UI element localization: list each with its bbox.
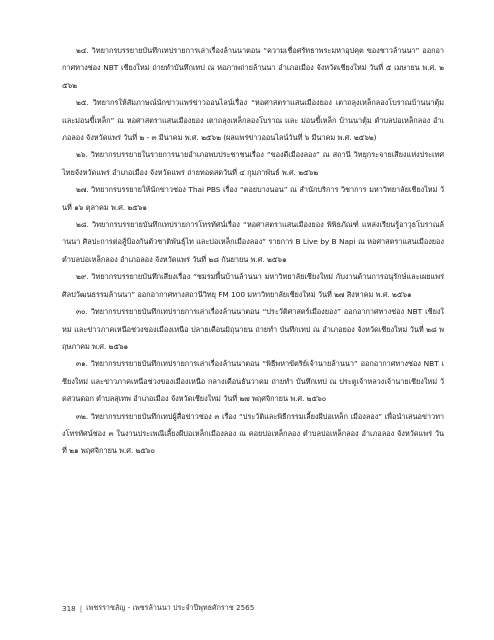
page-number: 318 (62, 604, 76, 613)
list-item: ๒๘. วิทยากรบรรยายบันทึกเทปรายการโทรทัศน์เรื่อง “หอศาสตราแสนเมืองยอง พิพิธภัณฑ์ แหล่งเรียนรู้อาวุธโบราณล้านนา ศิลปะการต่อสู้ป้องกันตัวชาติพันธุ์ไท และบ่อเหล็กเมืองลอง” รายการ B Live by B Napi ณ หอศาสตราแสนเมืองยอง ตำบลบ่อเหล็กลอง อำเภอลอง จังหวัดแพร่ วันที่ ๒๘ กันยายน พ.ศ. ๒๕๖๑ (62, 220, 444, 264)
list-item: ๓๑. วิทยากรบรรยายบันทึกเทปรายการเล่าเรื่องล้านนาตอน “พิธีพหาขัตริย์เจ้านายล้านนา” ออกอากาศทางช่อง NBT เชียงใหม่ และข่าวภาคเหนือช่วงของเมืองเหนือ กลางเดือนธันวาคม ถ่ายทำ บันทึกเทป ณ ประตูเจ้าหลวงเจ้านายเชียงใหม่ วัดสวนดอก ตำบลสุเทพ อำเภอเมือง จังหวัดเชียงใหม่ วันที่ ๒๗ พฤศจิกายน พ.ศ. ๒๕๖๐ (62, 359, 444, 404)
list-item: ๒๗. วิทยากรบรรยายให้นักข่าวช่อง Thai PBS เรื่อง “ตอยบางนอน” ณ สำนักบริการ วิชาการ มหาวิทยาลัยเชียงใหม่ วันที่ ๑๖ ตุลาคม พ.ศ. ๒๕๖๑ (62, 185, 444, 212)
entry-list (62, 42, 444, 460)
footer-separator: | (79, 604, 83, 613)
list-item: ๒๖. วิทยากรบรรยายในรายการนายอำเภอพบประชาชนเรื่อง “ของดีเมืองลอง” ณ สถานี วิทยุกระจายเสียงแห่งประเทศไทยจังหวัดแพร่ อำเภอเมือง จังหวัดแพร่ ถ่ายทอดสดวันที่ ๔ กุมภาพันธ์ พ.ศ. ๒๕๖๒ (62, 150, 444, 177)
list-item: ๒๕. วิทยากรให้สัมภาษณ์นักข่าวแพร่ข่าวออนไลน์เรื่อง “หอศาสตราแสนเมืองยอง เตาถลุงเหล็กลองโบราณบ้านนาตุ้ม และม่อนขี้เหล็ก” ณ หอศาสตราแสนเมืองยอง เตาถลุงเหล็กลองโบราณ และ ม่อนขี้เหล็ก บ้านนาตุ้ม ตำบลบ่อเหล็กลอง อำเภอลอง จังหวัดแพร่ วันที่ ๒ - ๓ มีนาคม พ.ศ. ๒๕๖๒ (ผลแพร่ข่าวออนไลน์วันที่ ๖ มีนาคม พ.ศ. ๒๕๖๒) (62, 98, 444, 143)
list-item: ๒๙. วิทยากรบรรยายบันทึกเสียงเรื่อง “ชมรมพื้นบ้านล้านนา มหาวิทยาลัยเชียงใหม่ กับงานด้านการอนุรักษ์และเผยแพร่ศิลปวัฒนธรรมล้านนา” ออกอากาศทางสถานีวิทยุ FM 100 มหาวิทยาลัยเชียงใหม่ วันที่ ๒๗ สิงหาคม พ.ศ. ๒๕๖๑ (62, 272, 444, 299)
page-footer (62, 603, 254, 614)
list-item: ๓๒. วิทยากรบรรยายบันทึกเทปผู้สื่อข่าวช่อง ๓ เรื่อง “ประวัติและพิธีกรรมเลี้ยงผีบ่อเหล็ก เมืองลอง” เพื่อนำเสนอข่าวทางโทรทัศน์ช่อง ๓ ในงานประเพณีเลี้ยงผีบ่อเหล็กเมืองลอง ณ คอยบ่อเหล็กลอง ตำบลบ่อเหล็กลอง อำเภอลอง จังหวัดแพร่ วันที่ ๒๑ พฤศจิกายน พ.ศ. ๒๕๖๐ (62, 411, 444, 456)
list-item: ๒๔. วิทยากรบรรยายบันทึกเทปรายการเล่าเรื่องล้านนาตอน “ความเชื่อศรัทธาพระมหาอุปคุต ของชาวล้านนา” ออกอากาศทางช่อง NBT เชียงใหม่ ถ่ายทำบันทึกเทป ณ หอภาพถ่ายล้านนา อำเภอเมือง จังหวัดเชียงใหม่ วันที่ ๕ เมษายน พ.ศ. ๒๕๖๒ (62, 46, 444, 90)
publication-title: เพชรราชลัญ - เพชรล้านนา ประจำปีพุทธศักราช 2565 (86, 603, 255, 612)
list-item: ๓๐. วิทยากรบรรยายบันทึกเทปรายการเล่าเรื่องล้านนาตอน “ประวัติศาสตร์เมืองยอง” ออกอากาศทางช่อง NBT เชียงใหม่ และข่าวภาคเหนือช่วงของเมืองเหนือ ปลายเดือนมิถุนายน ถ่ายทำ บันทึกเทป ณ อำเภอยอง จังหวัดเชียงใหม่ วันที่ ๒๘ พฤษภาคม พ.ศ. ๒๕๖๑ (62, 307, 444, 351)
